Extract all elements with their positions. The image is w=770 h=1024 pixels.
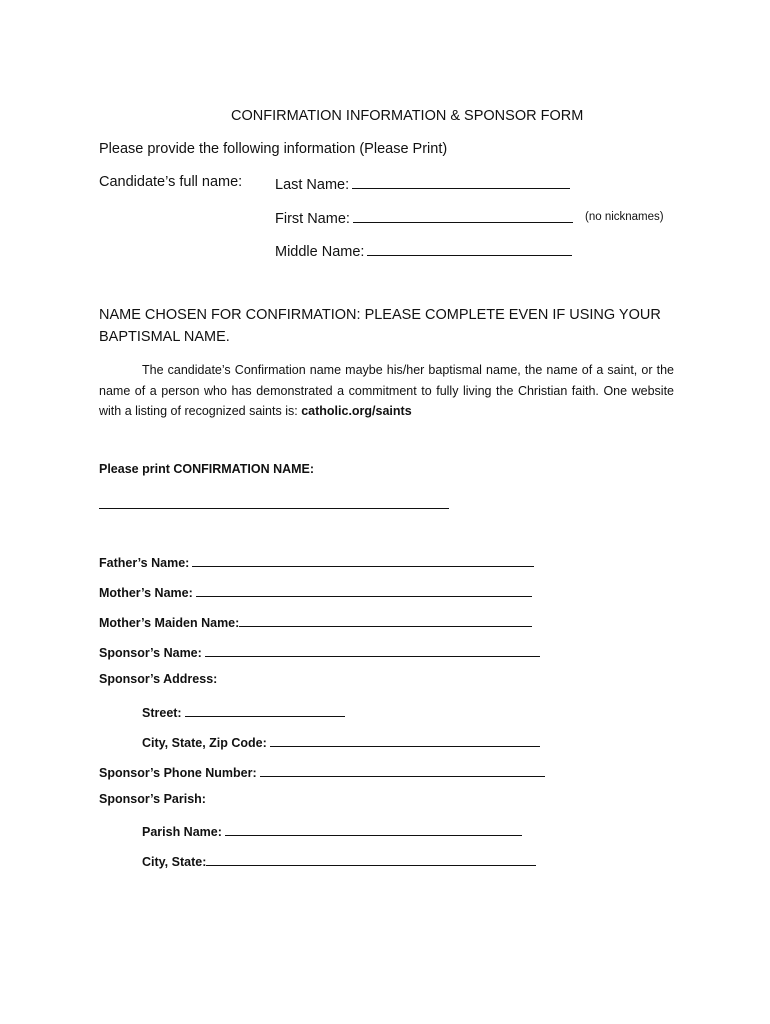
instruction-text: Please provide the following information (Please Print)	[99, 141, 448, 157]
sponsor-name-label: Sponsor’s Name:	[99, 646, 202, 660]
maiden-name-label: Mother’s Maiden Name:	[99, 616, 240, 630]
sponsor-name-row	[99, 642, 540, 660]
father-name-row	[99, 552, 534, 570]
first-name-label: First Name:	[275, 211, 350, 227]
parish-name-label: Parish Name:	[142, 825, 222, 839]
sponsor-phone-row	[99, 762, 545, 780]
saints-website-link[interactable]: catholic.org/saints	[301, 404, 412, 418]
parish-name-row	[142, 821, 522, 839]
mother-name-label: Mother’s Name:	[99, 586, 193, 600]
maiden-name-field[interactable]	[239, 612, 532, 627]
confirmation-heading-line1: NAME CHOSEN FOR CONFIRMATION: PLEASE COMPLETE EVEN IF USING YOUR	[99, 307, 661, 323]
last-name-row	[275, 174, 570, 193]
middle-name-row	[275, 241, 572, 260]
first-name-row	[275, 208, 573, 227]
middle-name-field[interactable]	[367, 241, 572, 256]
no-nicknames-note: (no nicknames)	[585, 211, 664, 223]
sponsor-phone-label: Sponsor’s Phone Number:	[99, 766, 257, 780]
parish-name-field[interactable]	[225, 821, 522, 836]
sponsor-phone-field[interactable]	[260, 762, 545, 777]
last-name-field[interactable]	[352, 174, 570, 189]
candidate-name-label: Candidate’s full name:	[99, 174, 243, 190]
last-name-label: Last Name:	[275, 177, 350, 193]
maiden-name-row	[99, 612, 532, 630]
parish-city-state-label: City, State:	[142, 855, 207, 869]
father-name-label: Father’s Name:	[99, 556, 190, 570]
form-title: CONFIRMATION INFORMATION & SPONSOR FORM	[231, 108, 584, 124]
city-state-zip-label: City, State, Zip Code:	[142, 736, 267, 750]
confirmation-paragraph-text: The candidate’s Confirmation name maybe his/her baptismal name, the name of a saint, or the name of a person who has demonstrated a commitment to fully living the Christian faith. One website with a listing of recognized saints is:	[99, 363, 674, 418]
city-state-zip-row	[142, 732, 540, 750]
street-label: Street:	[142, 706, 182, 720]
sponsor-address-label: Sponsor’s Address:	[99, 672, 218, 686]
first-name-field[interactable]	[353, 208, 573, 223]
sponsor-parish-label: Sponsor’s Parish:	[99, 792, 206, 806]
mother-name-row	[99, 582, 532, 600]
middle-name-label: Middle Name:	[275, 244, 365, 260]
confirmation-heading-line2: BAPTISMAL NAME.	[99, 329, 230, 345]
street-field[interactable]	[185, 702, 345, 717]
parish-city-state-field[interactable]	[206, 851, 536, 866]
city-state-zip-field[interactable]	[270, 732, 540, 747]
confirmation-name-field[interactable]	[99, 494, 449, 509]
mother-name-field[interactable]	[196, 582, 532, 597]
confirmation-paragraph	[99, 360, 674, 422]
parish-city-state-row	[142, 851, 536, 869]
street-row	[142, 702, 345, 720]
father-name-field[interactable]	[192, 552, 534, 567]
print-confirmation-label: Please print CONFIRMATION NAME:	[99, 462, 315, 476]
sponsor-name-field[interactable]	[205, 642, 540, 657]
